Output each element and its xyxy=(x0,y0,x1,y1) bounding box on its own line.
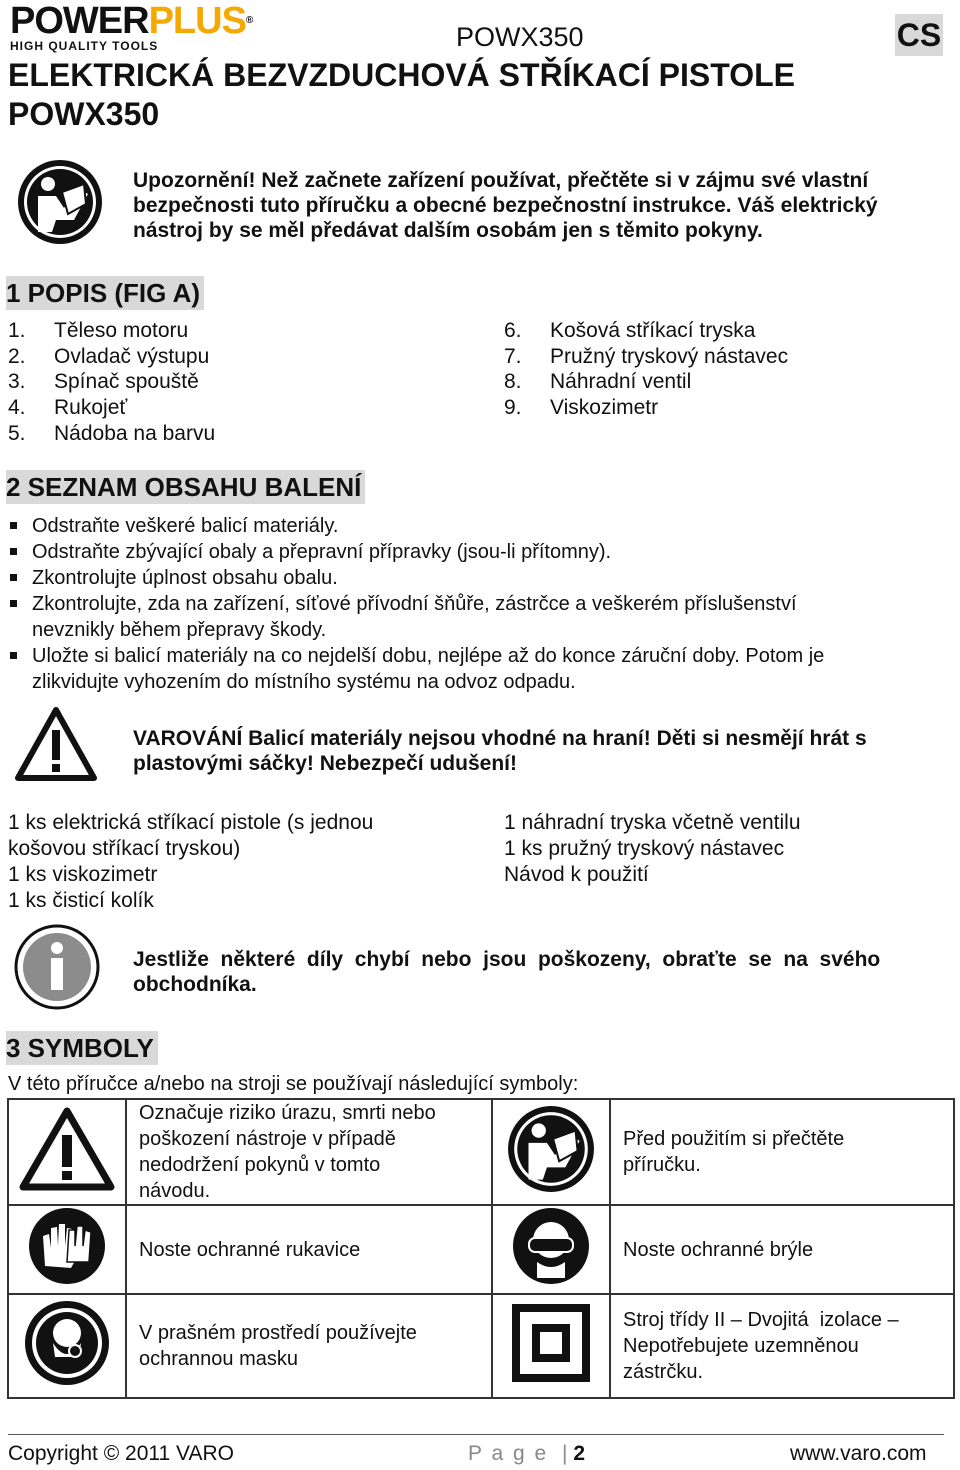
dust-mask-icon xyxy=(8,1294,126,1398)
symbol-desc: Noste ochranné rukavice xyxy=(126,1205,492,1294)
parts-list-right xyxy=(504,318,788,421)
package-bullets xyxy=(8,513,938,695)
table-row xyxy=(8,1205,954,1294)
warning-triangle-icon xyxy=(14,706,98,782)
section-heading-symboly: 3 SYMBOLY xyxy=(6,1031,158,1065)
page-title: ELEKTRICKÁ BEZVZDUCHOVÁ STŘÍKACÍ PISTOLE POWX350 xyxy=(8,57,795,132)
table-row xyxy=(8,1294,954,1398)
logo-tagline: HIGH QUALITY TOOLS xyxy=(10,39,159,53)
footer-copyright: Copyright © 2011 VARO xyxy=(8,1442,234,1465)
language-badge: CS xyxy=(895,14,943,56)
intro-warning: Upozornění! Než začnete zařízení používat, přečtěte si v zájmu své vlastní bezpečnosti tuto příručku a obecné bezpečnostní instrukce. Váš elektrický nástroj by se měl předávat dalším osobám jen s těmito pokyny. xyxy=(133,169,878,242)
class-ii-icon xyxy=(492,1294,610,1398)
missing-parts-note: Jestliže některé díly chybí nebo jsou poškozeny, obraťte se na svého obchodníka. xyxy=(133,948,881,996)
read-manual-icon xyxy=(492,1099,610,1205)
list-item: Uložte si balicí materiály na co nejdelší dobu, nejlépe až do konce záruční doby. Potom je zlikvidujte vyhozením do místního systému na odvoz odpadu. xyxy=(8,643,938,695)
packaging-warning: VAROVÁNÍ Balicí materiály nejsou vhodné na hraní! Děti si nesmějí hrát s plastovými sáčky! Nebezpečí udušení! xyxy=(133,727,867,775)
model-number: POWX350 xyxy=(456,22,584,52)
contents-right: 1 náhradní tryska včetně ventilu 1 ks pružný tryskový nástavec Návod k použití xyxy=(504,811,801,886)
parts-list-left xyxy=(8,318,215,447)
symbol-desc: Před použitím si přečtěte příručku. xyxy=(610,1099,954,1205)
section-heading-seznam: 2 SEZNAM OBSAHU BALENÍ xyxy=(6,470,365,504)
list-item: Zkontrolujte, zda na zařízení, síťové přívodní šňůře, zástrčce a veškerém příslušenství nevznikly během přepravy škody. xyxy=(8,591,938,643)
gloves-icon xyxy=(8,1205,126,1294)
warning-triangle-icon xyxy=(8,1099,126,1205)
list-item: 3. Spínač spouště xyxy=(8,370,199,394)
symbols-intro: V této příručce a/nebo na stroji se používají následující symboly: xyxy=(8,1073,579,1095)
section-heading-popis: 1 POPIS (FIG A) xyxy=(6,276,204,310)
list-item: 4. Rukojeť xyxy=(8,396,128,420)
symbol-desc: Stroj třídy II – Dvojitá izolace – Nepotřebujete uzemněnou zástrčku. xyxy=(610,1294,954,1398)
symbol-desc: Noste ochranné brýle xyxy=(610,1205,954,1294)
goggles-icon xyxy=(492,1205,610,1294)
symbols-table xyxy=(7,1098,955,1399)
list-item: Odstraňte veškeré balicí materiály. xyxy=(8,513,938,539)
footer-divider xyxy=(8,1434,944,1435)
footer-page: P a g e | 2 xyxy=(468,1442,586,1465)
info-icon xyxy=(14,924,100,1010)
list-item: 1. Těleso motoru xyxy=(8,319,189,342)
symbol-desc: Označuje riziko úrazu, smrti nebo poškození nástroje v případě nedodržení pokynů v tomto návodu. xyxy=(126,1099,492,1205)
symbol-desc: V prašném prostředí používejte ochrannou masku xyxy=(126,1294,492,1398)
read-manual-icon xyxy=(16,158,104,246)
list-item: 5. Nádoba na barvu xyxy=(8,421,216,445)
list-item: 8. Náhradní ventil xyxy=(504,370,692,394)
list-item: 2. Ovladač výstupu xyxy=(8,344,210,368)
list-item: 6. Košová stříkací tryska xyxy=(504,319,756,342)
powerplus-logo: POWERPLUS® HIGH QUALITY TOOLS xyxy=(10,4,290,48)
list-item: 7. Pružný tryskový nástavec xyxy=(504,344,789,368)
list-item: Odstraňte zbývající obaly a přepravní přípravky (jsou-li přítomny). xyxy=(8,539,938,565)
footer-url: www.varo.com xyxy=(790,1442,927,1465)
list-item: 9. Viskozimetr xyxy=(504,396,659,420)
contents-left: 1 ks elektrická stříkací pistole (s jednou košovou stříkací tryskou) 1 ks viskozimetr 1 ks čisticí kolík xyxy=(8,811,374,912)
table-row xyxy=(8,1099,954,1205)
list-item: Zkontrolujte úplnost obsahu obalu. xyxy=(8,565,938,591)
